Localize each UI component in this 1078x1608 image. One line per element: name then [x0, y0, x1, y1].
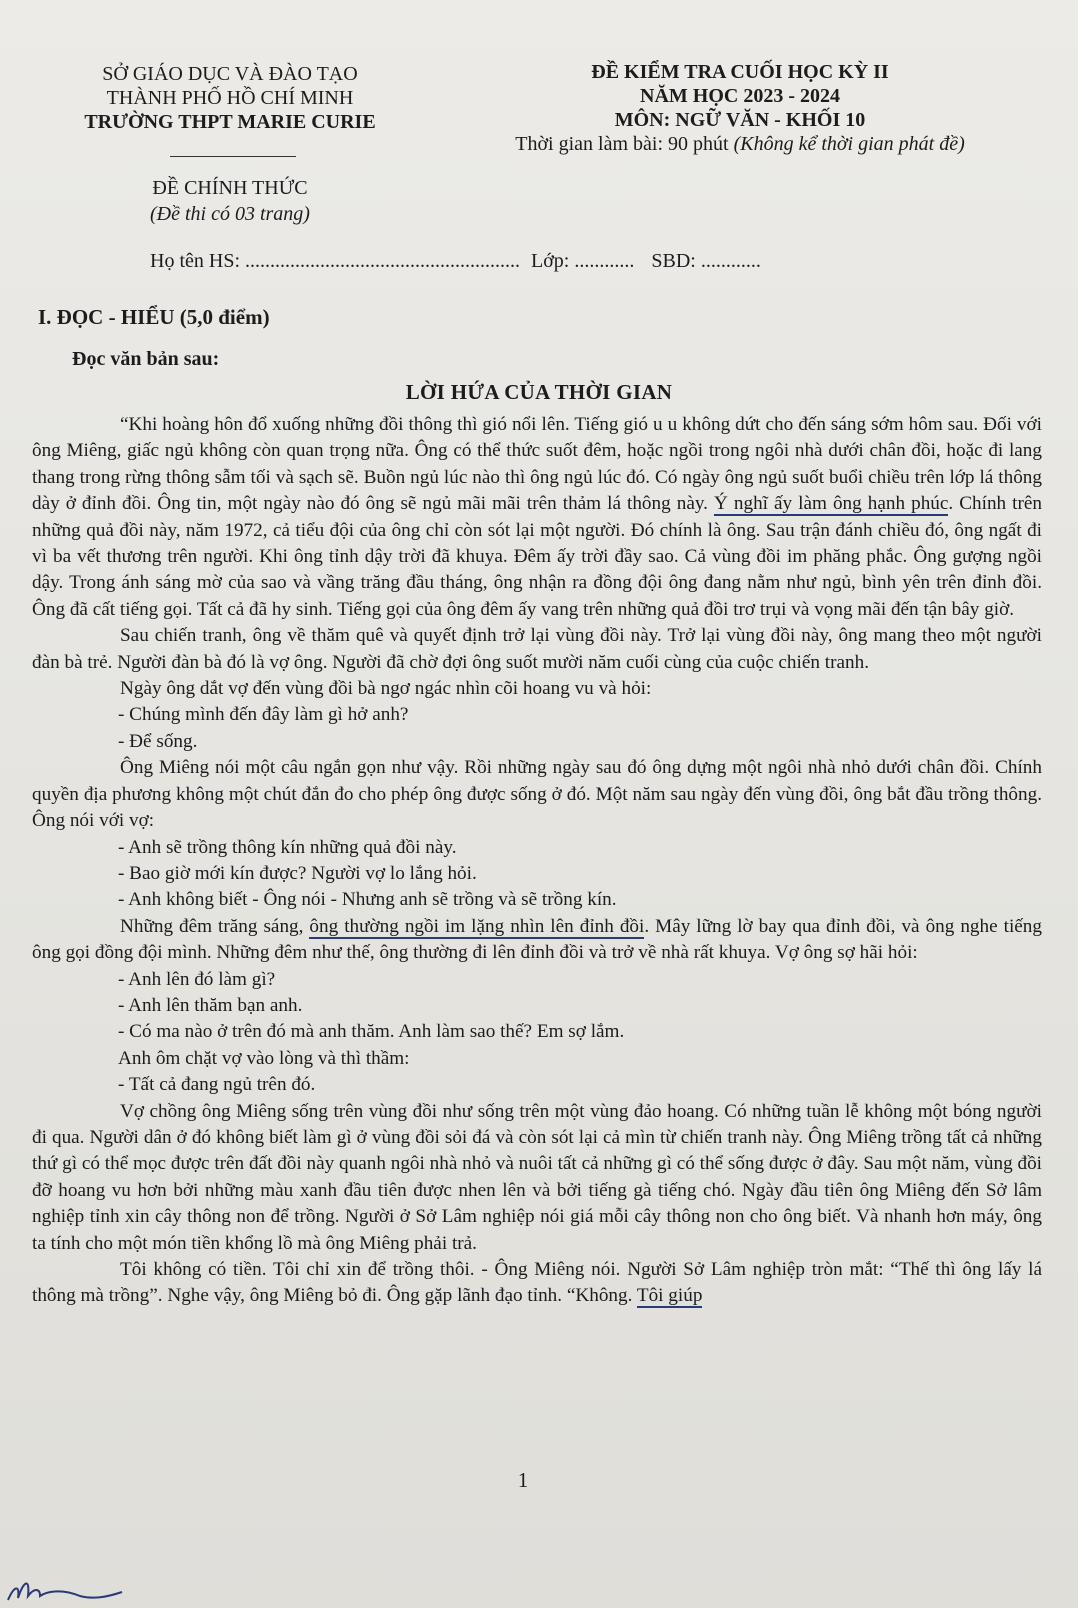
- section-heading: I. ĐỌC - HIỂU (5,0 điểm): [38, 305, 270, 329]
- student-name-field: Họ tên HS: .......................................................: [150, 250, 520, 272]
- page-number: 1: [517, 1468, 529, 1492]
- passage-title: LỜI HỨA CỦA THỜI GIAN: [405, 380, 673, 404]
- paragraph-5-text-a: Những đêm trăng sáng,: [120, 915, 310, 937]
- dialogue-line-4: - Bao giờ mới kín được? Người vợ lo lắng hỏi.: [118, 862, 477, 884]
- dialogue-line-8: - Có ma nào ở trên đó mà anh thăm. Anh làm sao thế? Em sợ lắm.: [118, 1021, 625, 1043]
- paragraph-6: Vợ chồng ông Miêng sống trên vùng đồi như sống trên một vùng đảo hoang. Có những tuần lễ không một bóng người đi qua. Người dân ở đó không biết làm gì ở vùng đồi sỏi đá và còn sót lại cả mìn từ chiến tranh này. Ông Miêng trồng tất cả những thứ gì có thể mọc được trên đất đồi này quanh ngôi nhà nhỏ và nuôi tất cả những gì có thể sống được ở đây. Sau một năm, vùng đồi đỡ hoang vu hơn bởi những màu xanh đầu tiên được nhen lên và bởi tiếng gà tiếng chó. Ngày đầu tiên ông Miêng đến Sở lâm nghiệp tỉnh xin cây thông non để trồng. Người ở Sở Lâm nghiệp nói giá mỗi cây thông non cho ông biết. Và nhanh hơn máy, ông ta tính cho một món tiền khổng lồ mà ông Miêng phải trả.: [32, 1100, 1042, 1254]
- dialogue-line-1: - Chúng mình đến đây làm gì hở anh?: [118, 704, 409, 726]
- exam-duration: [430, 132, 1050, 156]
- header-right: [430, 60, 1050, 156]
- paragraph-1-underlined: Ý nghĩ ấy làm ông hạnh phúc: [714, 493, 949, 515]
- school-name: TRƯỜNG THPT MARIE CURIE: [84, 111, 376, 133]
- paragraph-1: [32, 412, 1042, 623]
- paragraph-2: Sau chiến tranh, ông về thăm quê và quyết định trở lại vùng đồi này. Trở lại vùng đồi này, ông mang theo một người đàn bà trẻ. Người đàn bà đó là vợ ông. Người đã chờ đợi ông suốt mười năm cuối cùng của cuộc chiến tranh.: [32, 625, 1042, 673]
- exam-title: ĐỀ KIỂM TRA CUỐI HỌC KỲ II: [591, 61, 889, 83]
- duration-note: (Không kể thời gian phát đề): [733, 133, 965, 155]
- page-count-note: (Đề thi có 03 trang): [150, 203, 310, 225]
- handwritten-signature: [0, 1566, 130, 1606]
- paragraph-5: [32, 914, 1042, 967]
- student-info-line: [150, 250, 910, 273]
- header-left: [40, 60, 420, 226]
- header-divider: [170, 156, 296, 157]
- official-label: ĐỀ CHÍNH THỨC: [152, 177, 308, 199]
- subject-label: MÔN: NGỮ VĂN - KHỐI 10: [614, 109, 866, 131]
- city-name: THÀNH PHỐ HỒ CHÍ MINH: [106, 87, 354, 109]
- sbd-field: SBD: ............: [651, 250, 761, 272]
- department-name: SỞ GIÁO DỤC VÀ ĐÀO TẠO: [102, 63, 358, 85]
- paragraph-5-underlined: ông thường ngồi im lặng nhìn lên đỉnh đồi: [309, 915, 645, 937]
- exam-header: [0, 60, 1078, 280]
- dialogue-line-9: Anh ôm chặt vợ vào lòng và thì thầm:: [118, 1047, 410, 1069]
- paragraph-7: [32, 1257, 1042, 1310]
- dialogue-line-5: - Anh không biết - Ông nói - Nhưng anh sẽ trồng và sẽ trồng kín.: [118, 889, 617, 911]
- dialogue-line-3: - Anh sẽ trồng thông kín những quả đồi này.: [118, 836, 457, 858]
- dialogue-line-6: - Anh lên đó làm gì?: [118, 968, 276, 990]
- reading-instruction: Đọc văn bản sau:: [72, 348, 220, 370]
- passage-body: [32, 412, 1042, 1310]
- paragraph-7-text-a: Tôi không có tiền. Tôi chỉ xin để trồng thôi. - Ông Miêng nói. Người Sở Lâm nghiệp tròn mắt: “Thế thì ông lấy lá thông mà trồng”. Nghe vậy, ông Miêng bỏ đi. Ông gặp lãnh đạo tỉnh. “Không.: [32, 1259, 1042, 1307]
- dialogue-line-2: - Để sống.: [118, 730, 198, 752]
- paragraph-5-text-b: . Mây lững lờ bay qua đỉnh đồi, và ông nghe tiếng ông gọi đồng đội mình. Những đêm như thế, ông thường đi lên đỉnh đồi và trở về nhà rất khuya. Vợ ông sợ hãi hỏi:: [32, 915, 1042, 964]
- dialogue-line-10: - Tất cả đang ngủ trên đó.: [118, 1074, 316, 1096]
- paragraph-3: Ngày ông dắt vợ đến vùng đồi bà ngơ ngác nhìn cõi hoang vu và hỏi:: [120, 678, 652, 700]
- duration-text: Thời gian làm bài: 90 phút: [515, 133, 734, 155]
- school-year: NĂM HỌC 2023 - 2024: [640, 85, 840, 107]
- paragraph-4: Ông Miêng nói một câu ngắn gọn như vậy. Rồi những ngày sau đó ông dựng một ngôi nhà nhỏ dưới chân đồi. Chính quyền địa phương không một chút đắn đo cho phép ông được sống ở đó. Một năm sau ngày đến vùng đồi, ông bắt đầu trồng thông. Ông nói với vợ:: [32, 757, 1042, 832]
- paragraph-1-text-a: “Khi hoàng hôn đổ xuống những đồi thông thì gió nổi lên. Tiếng gió u u không dứt cho đến sáng sớm hôm sau. Đối với ông Miêng, giấc ngủ không còn quan trọng nữa. Ông có thể thức suốt đêm, hoặc ngồi trong ngôi nhà dưới chân đồi, hoặc đi lang thang trong rừng thông sẫm tối và sạch sẽ. Buồn ngủ lúc nào thì ông ngủ lúc đó. Có ngày ông ngủ suốt buổi chiều trên lớp lá thông dày ở đỉnh đồi. Ông tin, một ngày nào đó ông sẽ ngủ mãi mãi trên thảm lá thông này.: [32, 414, 1042, 515]
- paragraph-1-text-b: . Chính trên những quả đồi này, năm 1972, cả tiểu đội của ông chỉ còn sót lại một người. Đó chính là ông. Sau trận đánh chiều đó, ông ngất đi vì ba vết thương trên người. Khi ông tỉnh dậy trời đã khuya. Đêm ấy trời đầy sao. Cả vùng đồi im phăng phắc. Ông gượng ngồi dậy. Trong ánh sáng mờ của sao và vầng trăng đầu tháng, ông nhận ra đồng đội ông đang nằm như ngủ, bình yên trên đỉnh đồi. Ông đã cất tiếng gọi. Tất cả đã hy sinh. Tiếng gọi của ông đêm ấy vang trên những quả đồi trơ trụi và vọng mãi đến tận bây giờ.: [32, 493, 1042, 620]
- dialogue-line-7: - Anh lên thăm bạn anh.: [118, 994, 303, 1016]
- class-field: Lớp: ............: [531, 250, 635, 272]
- paragraph-7-underlined: Tôi giúp: [636, 1285, 703, 1307]
